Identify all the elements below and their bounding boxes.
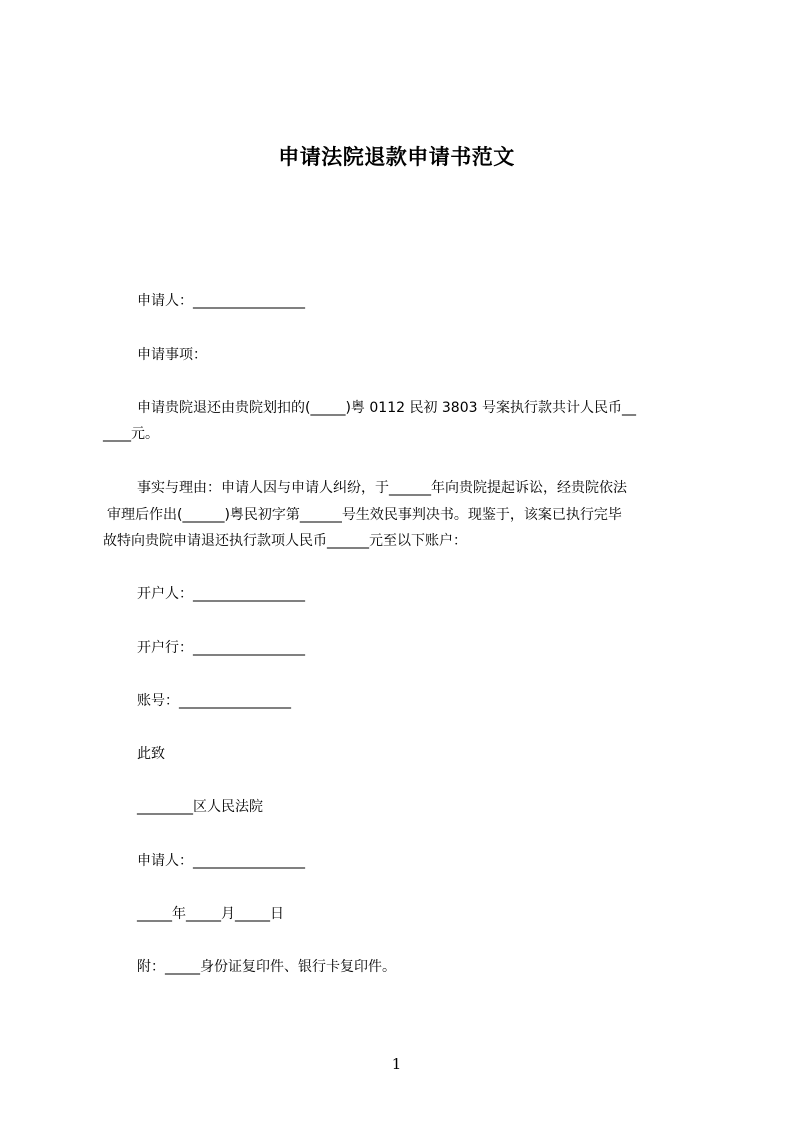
facts-line-1: 事实与理由：申请人因与申请人纠纷，于______年向贵院提起诉讼，经贵院依法: [137, 480, 627, 496]
signature-applicant-line: 申请人：________________: [137, 853, 305, 869]
document-title: 申请法院退款申请书范文: [278, 145, 515, 169]
attachment-line: 附：_____身份证复印件、银行卡复印件。: [137, 959, 396, 975]
facts-line-3: 故特向贵院申请退还执行款项人民币______元至以下账户：: [103, 533, 467, 549]
account-bank-line: 开户行：________________: [137, 640, 305, 656]
request-line-1: 申请贵院退还由贵院划扣的(_____)粤 0112 民初 3803 号案执行款共计人民币__: [137, 400, 636, 416]
request-line-2: ____元。: [103, 426, 159, 442]
date-line: _____年_____月_____日: [137, 906, 284, 922]
account-holder-line: 开户人：________________: [137, 586, 305, 602]
matters-heading: 申请事项：: [137, 347, 207, 363]
facts-line-2: 审理后作出(______)粤民初字第______号生效民事判决书。现鉴于，该案已执行完毕: [107, 507, 622, 523]
account-number-line: 账号：________________: [137, 693, 291, 709]
closing-to: 此致: [137, 746, 165, 762]
applicant-line: 申请人：________________: [137, 293, 305, 309]
page-number: 1: [391, 1055, 402, 1073]
court-line: ________区人民法院: [137, 799, 263, 815]
